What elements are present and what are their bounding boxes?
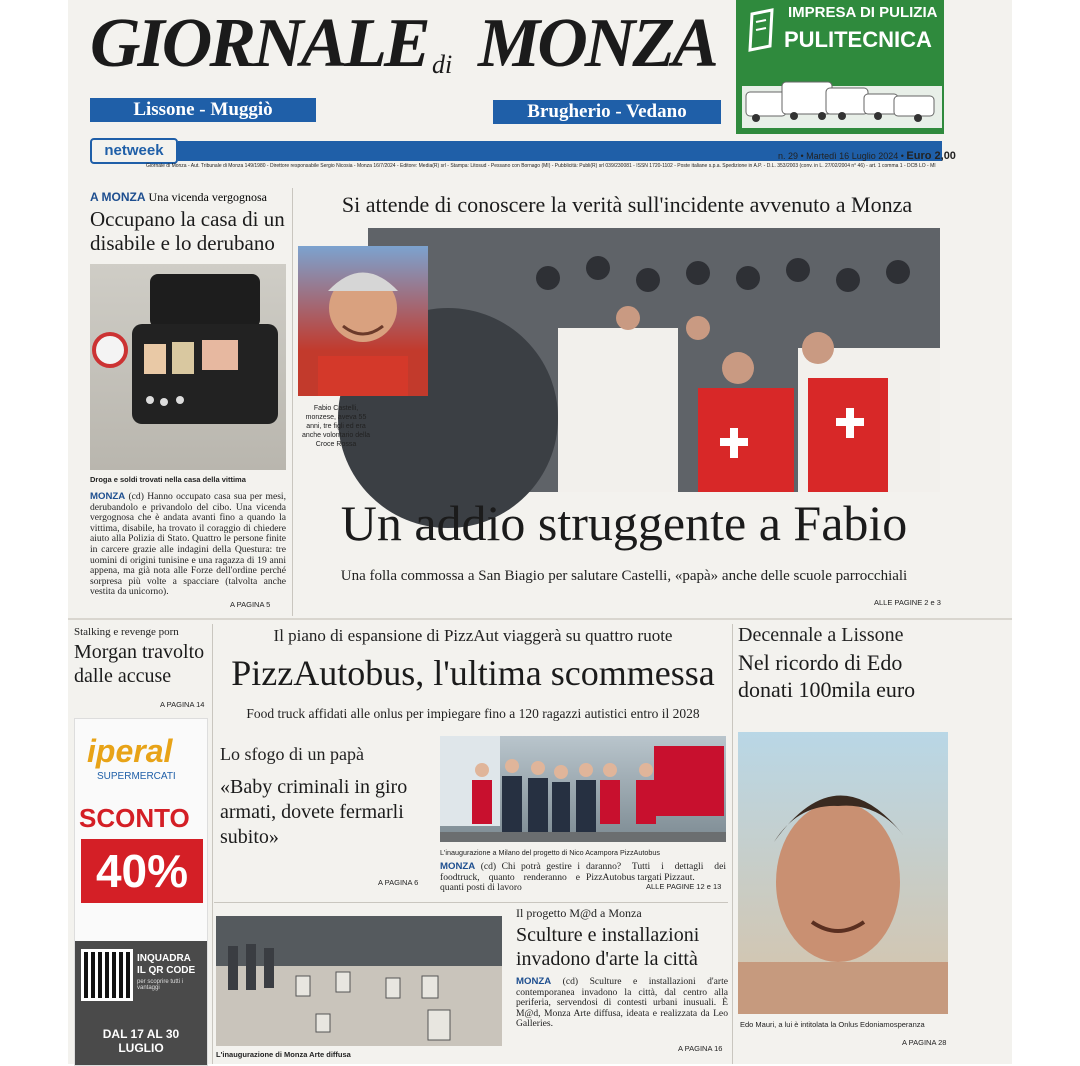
issue-info [778, 150, 956, 162]
masthead-title-part1: GIORNALE [90, 5, 428, 82]
pizzaut-photo-caption: L'inaugurazione a Milano del progetto di Nico Acampora PizzAutobus [440, 848, 660, 857]
pizzaut-body1: (cd) Chi potrà gestire i foodtruck, quanto renderanno e quanti posti di lavoro [440, 861, 580, 894]
left-story-kicker-place: A MONZA [90, 190, 146, 204]
masthead-title-di: di [432, 50, 453, 79]
pizzaut-body-col1 [440, 862, 580, 894]
papa-quote: «Baby criminali in giro armati, dovete fermarli subito» [220, 776, 408, 848]
mid-horizontal-rule [68, 618, 1012, 620]
vans-illustration-icon [742, 74, 938, 128]
edo-portrait-icon [738, 732, 948, 1014]
newspaper-page [68, 0, 1012, 1064]
pizzaut-people-icon [440, 736, 726, 842]
suitcase-icon [90, 264, 286, 470]
qr-line1: INQUADRA [137, 953, 191, 964]
lissone-kicker: Decennale a Lissone [738, 624, 904, 646]
fabio-portrait [298, 246, 428, 396]
arte-body-place: MONZA [516, 976, 552, 987]
issue-price: Euro 2,00 [906, 150, 956, 162]
main-story-photo [368, 228, 940, 492]
iperal-dates-line2: LUGLIO [118, 1041, 164, 1055]
pizzaut-bottom-rule [214, 902, 728, 903]
info-line: Giornale di Monza - Aut. Tribunale di Monza 149/1980 - Direttore responsabile Sergio Nicosia - Monza 16/7/2024 - Editore: Media(R) srl - Stampa: Litosud - Pessano con Bornago (MI) - Pubblicità: Publi(R) srl 039/230081 - ISSN 1720-1102 - Poste italiane s.p.a. Spedizione in A.P. - D.L. 353/2003 (conv. in L. 27/02/2004 n° 46) - art. 1 comma 1 - DCB LO - MI [146, 163, 936, 169]
masthead-title-part2: MONZA [478, 5, 716, 82]
papa-ref: A PAGINA 6 [378, 878, 419, 887]
qr-section [75, 941, 207, 1065]
left-story-kicker-rest: Una vicenda vergognosa [148, 190, 267, 204]
qr-line2: IL QR CODE [137, 965, 196, 976]
edo-caption: Edo Mauri, a lui è intitolata la Onlus Edoniamosperanza [740, 1020, 925, 1029]
left-story-body-text: (cd) Hanno occupato casa sua per mesi, derubandolo e privandolo del cibo. Una vicenda vergognosa che è andata avanti fino a quando la vittima, disabile, ha trovato il coraggio di chiedere aiuto alla Polizia di Stato. Quattro le persone finite in carcere grazie alle indagini della Questura: tre uomini di origini tunisine e una ragazza di 19 anni appena, ma già nota alle Forze dell'ordine perché sorpresa più volte a spacciare (talvolta anche vestita da unicorno). [90, 491, 286, 598]
lissone-story[interactable] [738, 624, 954, 724]
qr-code-icon [81, 949, 133, 1001]
arte-photo-caption: L'inaugurazione di Monza Arte diffusa [216, 1050, 351, 1059]
pizzaut-body-col2: daranno? Tutti i dettagli dei PizzAutobus targati Pizzaut. [586, 861, 726, 883]
morgan-ref: A PAGINA 14 [160, 700, 205, 709]
crowd-illustration-icon [368, 228, 940, 492]
left-story-body [90, 492, 286, 598]
left-story-ref: A PAGINA 5 [230, 600, 271, 609]
arte-body-text: (cd) Sculture e installazioni d'arte contemporanea invadono la città, dal centro alla periferia, servendosi di contesti urbani inusuali. È M@d, Monza Arte diffusa, ideata e realizzata da Leo Galleries. [516, 976, 729, 1030]
left-story-kicker [90, 190, 286, 205]
morgan-kicker: Stalking e revenge porn [74, 626, 179, 638]
arte-ref: A PAGINA 16 [678, 1044, 723, 1053]
papa-story[interactable] [220, 736, 428, 894]
arte-photo [216, 916, 502, 1046]
left-story-photo [90, 264, 286, 470]
pulitecnica-ad[interactable] [736, 0, 944, 134]
masthead-title [90, 4, 730, 100]
arte-kicker: Il progetto M@d a Monza [516, 906, 642, 920]
papa-kicker: Lo sfogo di un papà [220, 744, 364, 764]
masthead-left-towns: Lissone - Muggiò [90, 98, 316, 122]
main-story-subhead: Una folla commossa a San Biagio per salutare Castelli, «papà» anche delle scuole parrocchiali [340, 568, 908, 584]
pizzaut-headline: PizzAutobus, l'ultima scommessa [231, 653, 715, 693]
iperal-sconto: SCONTO [79, 803, 190, 833]
iperal-percent: 40% [81, 839, 203, 903]
pizzaut-body-place: MONZA [440, 861, 476, 872]
netweek-logo: netweek [90, 138, 178, 164]
mop-logo-icon [742, 6, 780, 54]
lissone-headline: Nel ricordo di Edo donati 100mila euro [738, 650, 916, 702]
iperal-sub: SUPERMERCATI [97, 771, 176, 782]
pizzaut-ref: ALLE PAGINE 12 e 13 [646, 882, 722, 891]
ad-line1: IMPRESA DI PULIZIA [788, 4, 938, 21]
main-story-ref: ALLE PAGINE 2 e 3 [874, 598, 941, 607]
main-story-headline: Un addio struggente a Fabio [340, 495, 908, 551]
iperal-dates-line1: DAL 17 AL 30 [102, 1027, 180, 1041]
arte-body [516, 977, 728, 1030]
morgan-story[interactable] [74, 626, 210, 712]
pizzaut-kicker: Il piano di espansione di PizzAut viaggerà su quattro ruote [273, 626, 673, 645]
issue-date: n. 29 • Martedì 16 Luglio 2024 • [778, 151, 904, 161]
ad-line2: PULITECNICA [784, 27, 932, 52]
iperal-brand: iperal [87, 733, 173, 769]
lower-left-rule [212, 624, 213, 1064]
morgan-headline: Morgan travolto dalle accuse [74, 641, 205, 687]
pizzaut-photo [440, 736, 726, 842]
edo-photo [738, 732, 948, 1014]
fabio-photo-caption: Fabio Castelli, monzese, aveva 55 anni, tre figli ed era anche volontario della Croce Rossa [301, 405, 371, 448]
arte-story[interactable] [516, 906, 728, 1058]
iperal-ad[interactable] [74, 718, 208, 1066]
lissone-ref: A PAGINA 28 [902, 1038, 947, 1047]
left-story-headline: Occupano la casa di un disabile e lo derubano [90, 207, 285, 255]
left-vertical-rule [292, 188, 293, 616]
left-story-body-place: MONZA [90, 491, 126, 502]
left-story[interactable] [90, 190, 286, 612]
main-story-kicker: Si attende di conoscere la verità sull'incidente avvenuto a Monza [341, 192, 913, 217]
arte-installations-icon [216, 916, 502, 1046]
left-story-caption: Droga e soldi trovati nella casa della vittima [90, 475, 246, 484]
qr-line3: per scoprire tutti i vantaggi [137, 979, 184, 991]
portrait-face-icon [298, 246, 428, 396]
masthead-right-towns: Brugherio - Vedano [493, 100, 721, 124]
pizzaut-subhead: Food truck affidati alle onlus per impiegare fino a 120 ragazzi autistici entro il 2028 [246, 706, 700, 721]
arte-headline: Sculture e installazioni invadono d'arte la città [516, 924, 700, 970]
right-vertical-rule [732, 624, 733, 1064]
